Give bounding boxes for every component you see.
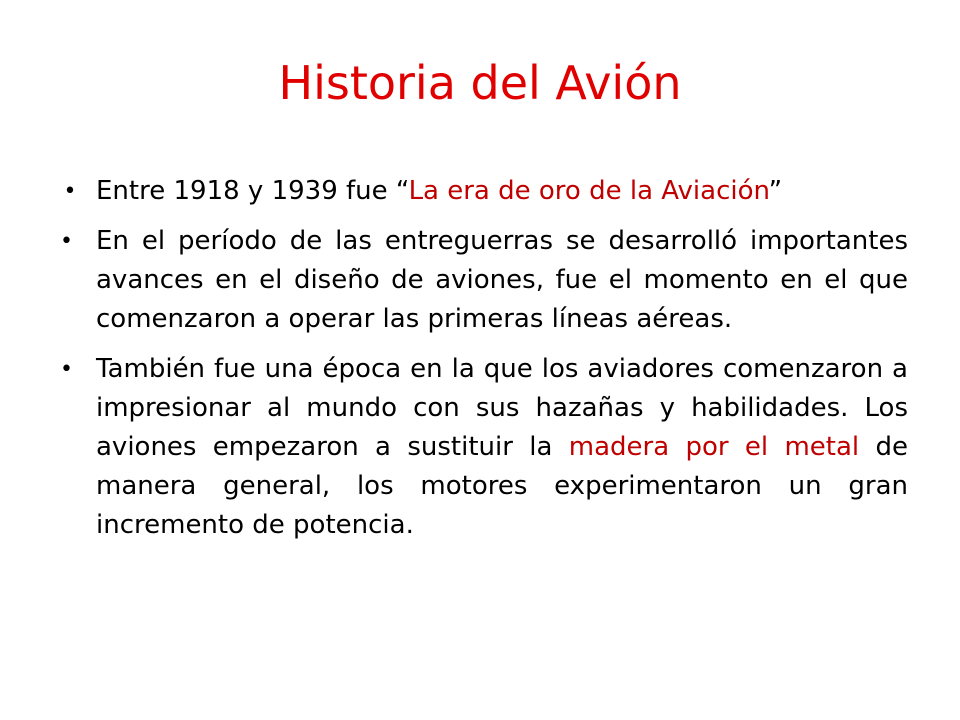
- bullet-dot-icon: •: [63, 179, 77, 204]
- bullet-dot-icon: •: [60, 229, 73, 254]
- bullet-text: Entre 1918 y 1939 fue “: [96, 176, 409, 206]
- bullet-item-golden-age: [60, 172, 908, 211]
- bullet-text: También fue una época en la que los aviadores comenzaron a impresionar al mundo con sus hazañas y habilidades. Los aviones empezaron a sustituir la: [96, 354, 908, 462]
- bullet-dot-icon: •: [60, 357, 73, 382]
- bullet-item-interwar: [60, 222, 908, 339]
- bullet-text: ”: [768, 176, 783, 206]
- bullet-list: [60, 172, 908, 556]
- slide-title: Historia del Avión: [278, 56, 682, 110]
- highlight-text: La era de oro de la Aviación: [408, 176, 769, 206]
- bullet-text: de manera general, los motores experimentaron un gran incremento de potencia.: [96, 432, 908, 540]
- highlight-text: madera por el metal: [568, 432, 860, 462]
- bullet-text: En el período de las entreguerras se desarrolló importantes avances en el diseño de aviones, fue el momento en el que comenzaron a operar las primeras líneas aéreas.: [96, 226, 908, 334]
- bullet-item-aviators: [60, 350, 908, 545]
